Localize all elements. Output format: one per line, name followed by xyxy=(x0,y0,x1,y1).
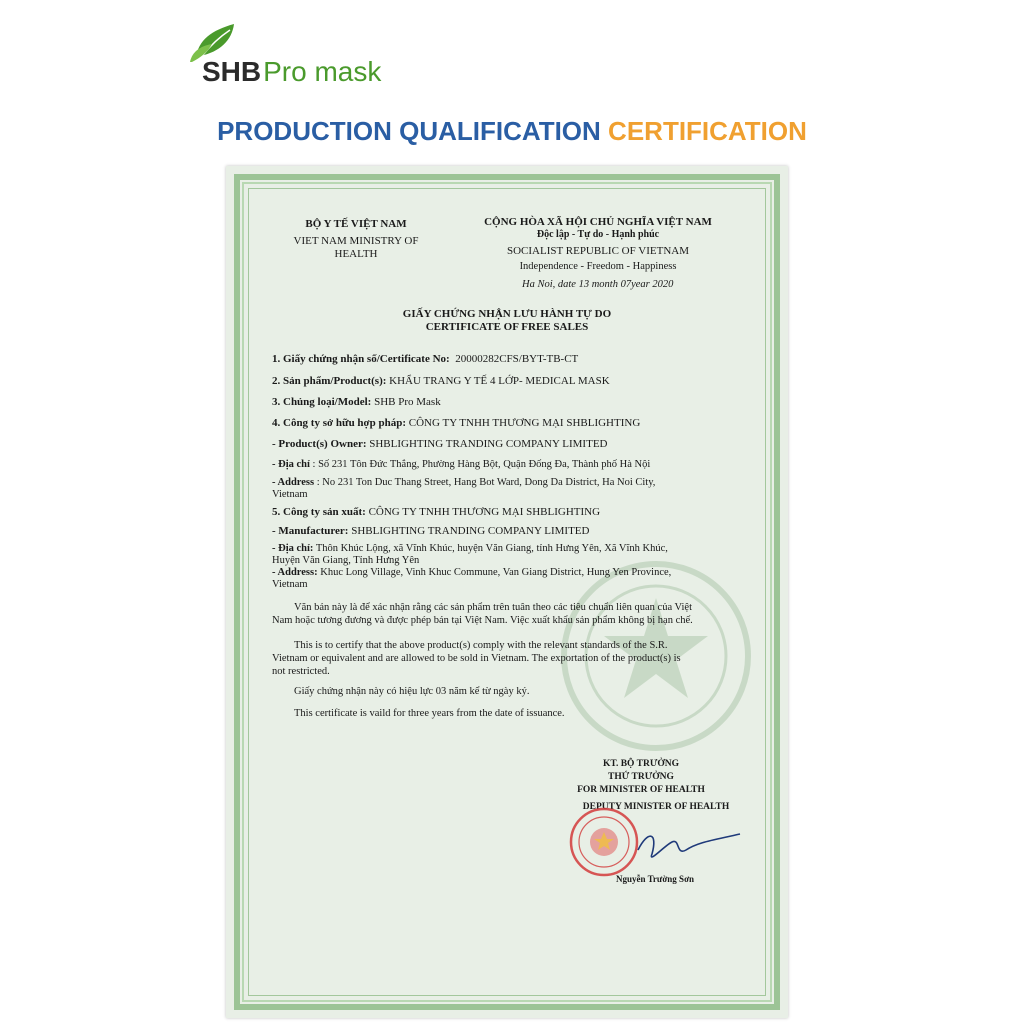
brand-name xyxy=(202,56,381,88)
manufacturer-address-en-row xyxy=(272,567,671,579)
owner-address-en-value-2: Vietnam xyxy=(272,489,308,500)
validity-en: This certificate is vaild for three years from the date of issuance. xyxy=(294,708,565,719)
owner-address-en-label: - Address xyxy=(272,477,315,488)
signer-name: Nguyễn Trường Sơn xyxy=(616,874,695,884)
model-label: 3. Chủng loại/Model: xyxy=(272,396,372,408)
manufacturer-address-en-value-2: Vietnam xyxy=(272,579,308,590)
owner-vn-value: CÔNG TY TNHH THƯƠNG MẠI SHBLIGHTING xyxy=(408,417,641,429)
owner-address-en-value-1: : No 231 Ton Duc Thang Street, Hang Bot Ward, Dong Da District, Ha Noi City, xyxy=(316,477,656,488)
manufacturer-address-en-value-1: Khuc Long Village, Vinh Khuc Commune, Van Giang District, Hung Yen Province, xyxy=(320,567,672,578)
certificate-number-label: 1. Giấy chứng nhận số/Certificate No: xyxy=(272,353,450,365)
model-value: SHB Pro Mask xyxy=(374,396,441,408)
ministry-en-line-1: VIET NAM MINISTRY OF xyxy=(293,235,419,247)
statement-vn-line-1: Văn bản này là để xác nhận rằng các sản phẩm trên tuân theo các tiêu chuẩn liên quan của Việt xyxy=(294,602,693,613)
page-headline xyxy=(0,116,1024,146)
manufacturer-en-label: - Manufacturer: xyxy=(272,525,349,537)
manufacturer-address-en-label: - Address: xyxy=(272,567,318,578)
certificate-document xyxy=(226,166,788,1018)
brand-name-rest: Pro mask xyxy=(263,56,382,87)
motto-en: Independence - Freedom - Happiness xyxy=(519,261,677,272)
owner-address-vn-label: - Địa chỉ xyxy=(272,459,310,470)
brand-logo xyxy=(188,18,448,88)
owner-vn-row xyxy=(272,417,640,429)
model-row xyxy=(272,396,441,408)
owner-en-value: SHBLIGHTING TRANDING COMPANY LIMITED xyxy=(369,438,608,450)
statement-en-line-2: Vietnam or equivalent and are allowed to be sold in Vietnam. The exportation of the product(s) is xyxy=(272,653,681,664)
manufacturer-address-vn-row xyxy=(272,543,668,555)
validity-vn: Giấy chứng nhận này có hiệu lực 03 năm kể từ ngày ký. xyxy=(294,686,530,697)
manufacturer-vn-label: 5. Công ty sản xuất: xyxy=(272,506,366,518)
certificate-title-vn: GIẤY CHỨNG NHẬN LƯU HÀNH TỰ DO xyxy=(402,308,612,320)
statement-en-line-3: not restricted. xyxy=(272,666,330,677)
statement-vn-line-2: Nam hoặc tương đương và được phép bán tại Việt Nam. Việc xuất khẩu sản phẩm không bị hạn chế. xyxy=(272,615,693,626)
product-row xyxy=(272,375,610,387)
owner-vn-label: 4. Công ty sở hữu hợp pháp: xyxy=(272,417,407,429)
issue-date: Ha Noi, date 13 month 07year 2020 xyxy=(522,279,674,290)
owner-address-en-row xyxy=(272,477,655,489)
brand-name-bold: SHB xyxy=(202,56,262,87)
certificate-title-en: CERTIFICATE OF FREE SALES xyxy=(425,321,589,333)
product-label: 2. Sản phẩm/Product(s): xyxy=(272,375,387,387)
manufacturer-vn-row xyxy=(272,506,600,518)
headline-part-1: PRODUCTION QUALIFICATION xyxy=(217,116,601,146)
signature-title-1: KT. BỘ TRƯỞNG xyxy=(602,759,680,769)
signature-title-2: THỨ TRƯỞNG xyxy=(608,772,674,782)
certificate-number-row xyxy=(272,353,578,365)
headline-part-2: CERTIFICATION xyxy=(608,116,807,146)
product-value: KHẨU TRANG Y TẾ 4 LỚP- MEDICAL MASK xyxy=(389,375,610,387)
manufacturer-address-vn-value-1: Thôn Khúc Lộng, xã Vĩnh Khúc, huyện Văn Giang, tỉnh Hưng Yên, Xã Vĩnh Khúc, xyxy=(315,543,668,554)
manufacturer-en-row xyxy=(272,525,589,537)
motto-vn: Độc lập - Tự do - Hạnh phúc xyxy=(536,229,660,240)
statement-en-line-1: This is to certify that the above product(s) comply with the relevant standards of the S.R. xyxy=(294,640,668,651)
signature-title-4: DEPUTY MINISTER OF HEALTH xyxy=(582,802,730,812)
manufacturer-vn-value: CÔNG TY TNHH THƯƠNG MẠI SHBLIGHTING xyxy=(368,506,601,518)
certificate-number-value: 20000282CFS/BYT-TB-CT xyxy=(455,353,579,365)
ministry-vn: BỘ Y TẾ VIỆT NAM xyxy=(305,218,407,230)
owner-address-vn-value: : Số 231 Tôn Đức Thắng, Phường Hàng Bột, Quận Đống Đa, Thành phố Hà Nội xyxy=(312,459,651,470)
manufacturer-address-vn-label: - Địa chỉ: xyxy=(272,543,314,554)
manufacturer-en-value: SHBLIGHTING TRANDING COMPANY LIMITED xyxy=(351,525,590,537)
owner-address-vn-row xyxy=(272,459,650,471)
signature xyxy=(628,820,748,870)
ministry-en-line-2: HEALTH xyxy=(334,248,378,260)
manufacturer-address-vn-value-2: Huyện Văn Giang, Tỉnh Hưng Yên xyxy=(272,555,420,566)
owner-en-label: - Product(s) Owner: xyxy=(272,438,367,450)
republic-vn: CỘNG HÒA XÃ HỘI CHỦ NGHĨA VIỆT NAM xyxy=(484,216,712,228)
owner-en-row xyxy=(272,438,607,450)
signature-title-3: FOR MINISTER OF HEALTH xyxy=(577,785,705,795)
republic-en: SOCIALIST REPUBLIC OF VIETNAM xyxy=(506,245,690,257)
